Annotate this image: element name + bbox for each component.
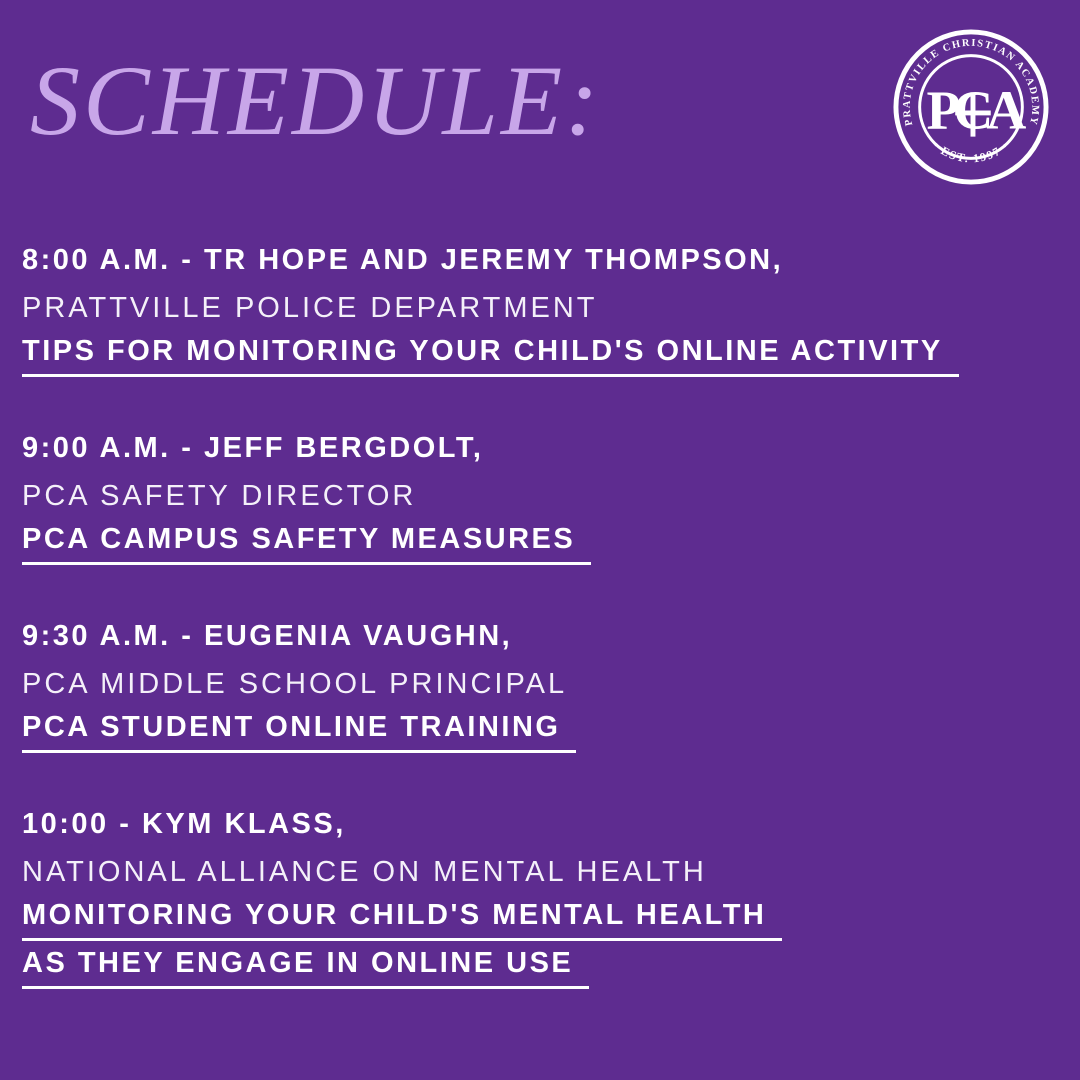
session-topic: MONITORING YOUR CHILD'S MENTAL HEALTH bbox=[22, 897, 782, 941]
session-topic-row bbox=[22, 944, 1058, 992]
session-affiliation: PCA MIDDLE SCHOOL PRINCIPAL bbox=[22, 668, 568, 700]
session-topic: PCA CAMPUS SAFETY MEASURES bbox=[22, 521, 591, 565]
session-block-2 bbox=[22, 424, 1058, 568]
session-affiliation: NATIONAL ALLIANCE ON MENTAL HEALTH bbox=[22, 856, 707, 888]
seal-ring-text-top: PRATTVILLE CHRISTIAN ACADEMY bbox=[901, 37, 1041, 127]
session-topic-row bbox=[22, 332, 1058, 380]
schedule-list bbox=[0, 236, 1080, 992]
session-block-3 bbox=[22, 612, 1058, 756]
session-time-speaker: 9:30 A.M. - EUGENIA VAUGHN, bbox=[22, 620, 513, 652]
session-topic-row bbox=[22, 708, 1058, 756]
seal-ring-text-bottom: • EST. 1997 • bbox=[930, 138, 1012, 166]
session-block-4 bbox=[22, 800, 1058, 992]
session-topic: TIPS FOR MONITORING YOUR CHILD'S ONLINE ACTIVITY bbox=[22, 333, 959, 377]
session-affiliation: PCA SAFETY DIRECTOR bbox=[22, 480, 417, 512]
header bbox=[0, 0, 1080, 186]
session-topic: PCA STUDENT ONLINE TRAINING bbox=[22, 709, 576, 753]
seal-monogram: PCA bbox=[926, 79, 1020, 141]
session-topic: AS THEY ENGAGE IN ONLINE USE bbox=[22, 945, 589, 989]
session-block-1 bbox=[22, 236, 1058, 380]
pca-logo bbox=[892, 28, 1050, 186]
session-affiliation: PRATTVILLE POLICE DEPARTMENT bbox=[22, 292, 598, 324]
session-topic-row bbox=[22, 896, 1058, 944]
session-time-speaker: 8:00 A.M. - TR HOPE AND JEREMY THOMPSON, bbox=[22, 244, 784, 276]
session-topic-row bbox=[22, 520, 1058, 568]
page-title: SCHEDULE: bbox=[30, 45, 602, 156]
session-time-speaker: 9:00 A.M. - JEFF BERGDOLT, bbox=[22, 432, 484, 464]
pca-seal-icon bbox=[892, 28, 1050, 186]
session-time-speaker: 10:00 - KYM KLASS, bbox=[22, 808, 346, 840]
